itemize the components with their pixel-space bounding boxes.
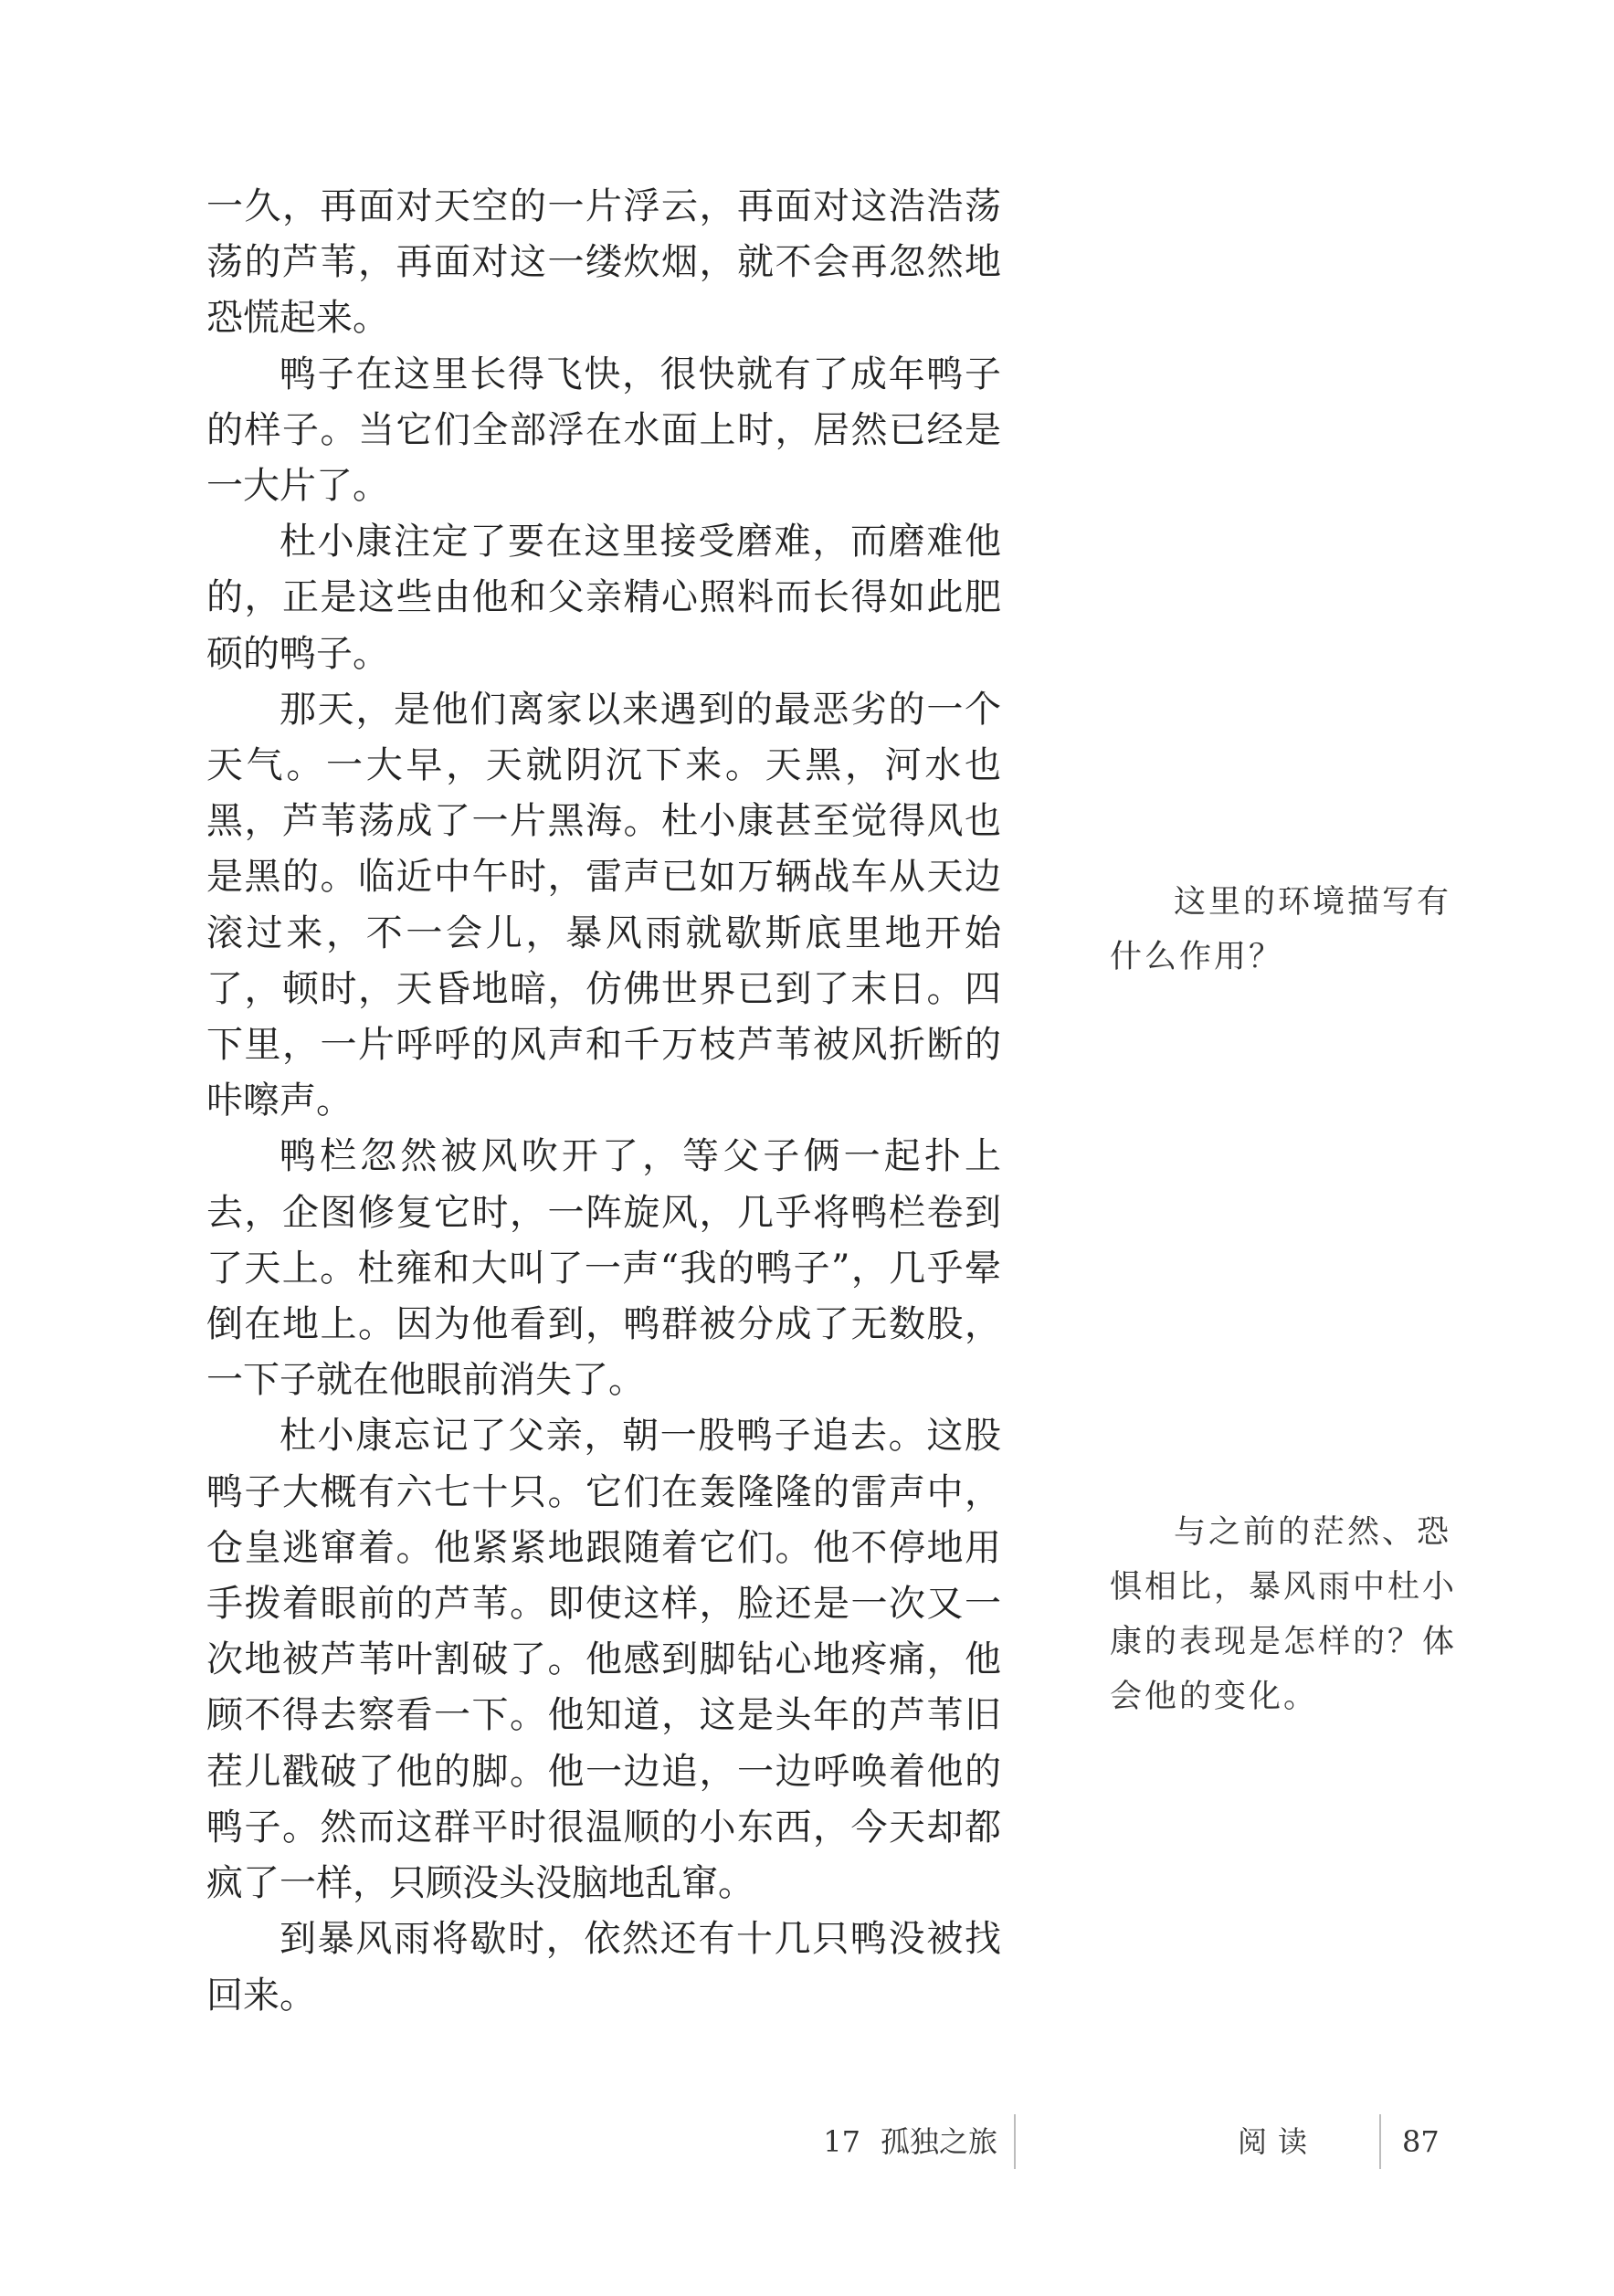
- paragraph-2: 鸭子在这里长得飞快，很快就有了成年鸭子的样子。当它们全部浮在水面上时，居然已经是一大片了。: [206, 353, 1001, 508]
- footer-chapter-title: 孤独之旅: [880, 2124, 997, 2159]
- side-note-environment: 这里的环境描写有什么作用？: [1110, 884, 1452, 975]
- paragraph-7: 到暴风雨将歇时，依然还有十几只鸭没被找回来。: [206, 1918, 1001, 2017]
- footer-chapter: [0, 2119, 997, 2164]
- main-text-column: [206, 179, 1001, 2024]
- footer-divider: [1014, 2114, 1016, 2169]
- page-number: 87: [1402, 2124, 1440, 2159]
- footer-chapter-number: 17: [823, 2124, 860, 2159]
- paragraph-4: 那天，是他们离家以来遇到的最恶劣的一个天气。一大早，天就阴沉下来。天黑，河水也黑，芦苇荡成了一片黑海。杜小康甚至觉得风也是黑的。临近中午时，雷声已如万辆战车从天边滚过来，不一会儿，暴风雨就歇斯底里地开始了，顿时，天昏地暗，仿佛世界已到了末日。四下里，一片呼呼的风声和千万枝芦苇被风折断的咔嚓声。: [206, 688, 1001, 1122]
- paragraph-3: 杜小康注定了要在这里接受磨难，而磨难他的，正是这些由他和父亲精心照料而长得如此肥硕的鸭子。: [206, 521, 1001, 675]
- paragraph-1: 一久，再面对天空的一片浮云，再面对这浩浩荡荡的芦苇，再面对这一缕炊烟，就不会再忽然地恐慌起来。: [206, 185, 1001, 340]
- footer-divider: [1379, 2114, 1381, 2169]
- paragraph-6: 杜小康忘记了父亲，朝一股鸭子追去。这股鸭子大概有六七十只。它们在轰隆隆的雷声中，仓皇逃窜着。他紧紧地跟随着它们。他不停地用手拨着眼前的芦苇。即使这样，脸还是一次又一次地被芦苇叶割破了。他感到脚钻心地疼痛，他顾不得去察看一下。他知道，这是头年的芦苇旧茬儿戳破了他的脚。他一边追，一边呼唤着他的鸭子。然而这群平时很温顺的小东西，今天却都疯了一样，只顾没头没脑地乱窜。: [206, 1415, 1001, 1905]
- side-note-change: 与之前的茫然、恐惧相比，暴风雨中杜小康的表现是怎样的？体会他的变化。: [1110, 1514, 1458, 1715]
- paragraph-5: 鸭栏忽然被风吹开了，等父子俩一起扑上去，企图修复它时，一阵旋风，几乎将鸭栏卷到了天上。杜雍和大叫了一声“我的鸭子”，几乎晕倒在地上。因为他看到，鸭群被分成了无数股，一下子就在他眼前消失了。: [206, 1135, 1001, 1402]
- footer-section-label: 阅读: [1238, 2124, 1319, 2159]
